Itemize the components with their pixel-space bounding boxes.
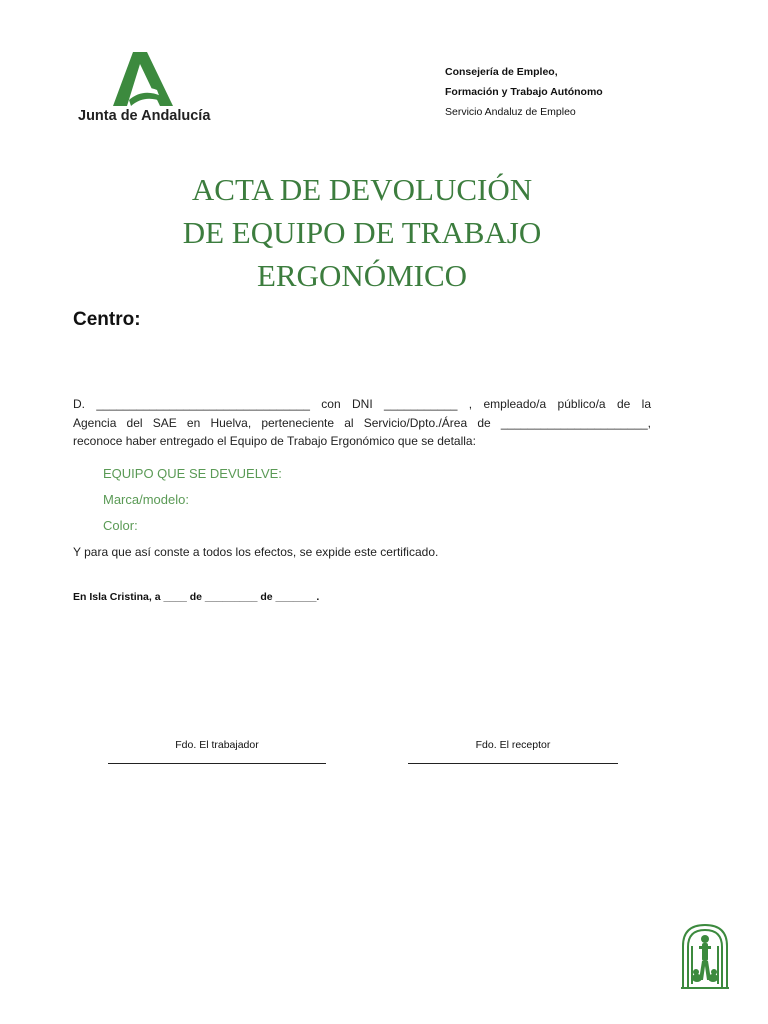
header-line-3: Servicio Andaluz de Empleo <box>445 106 576 118</box>
logo-text: Junta de Andalucía <box>78 108 211 124</box>
title-line-2: DE EQUIPO DE TRABAJO <box>182 215 542 250</box>
paragraph-line-2: Agencia del SAE en Huelva, perteneciente al Servicio/Dpto./Área de ______________________, <box>73 415 651 430</box>
paragraph-line-1: D. ________________________________ con DNI ___________ , empleado/a público/a de la <box>73 397 651 411</box>
department-header <box>445 62 603 122</box>
receiver-signature-label: Fdo. El receptor <box>475 739 551 751</box>
worker-signature-line <box>108 763 326 764</box>
receiver-signature-line <box>408 763 618 764</box>
document-title <box>100 168 624 297</box>
certificate-statement: Y para que así conste a todos los efectos, se expide este certificado. <box>73 545 439 559</box>
declaration-paragraph <box>73 395 651 451</box>
color-label: Color: <box>103 518 138 533</box>
receiver-signature <box>408 739 618 764</box>
junta-seal-icon <box>680 922 730 995</box>
centro-label: Centro: <box>73 309 141 330</box>
title-line-1: ACTA DE DEVOLUCIÓN <box>191 172 533 207</box>
place-date-line: En Isla Cristina, a ____ de _________ de _______. <box>73 591 320 603</box>
header-line-1: Consejería de Empleo, <box>445 66 558 78</box>
title-line-3: ERGONÓMICO <box>256 258 468 293</box>
paragraph-line-3: reconoce haber entregado el Equipo de Trabajo Ergonómico que se detalla: <box>73 434 476 448</box>
equipment-returned-label: EQUIPO QUE SE DEVUELVE: <box>103 466 282 481</box>
junta-a-icon <box>113 52 175 108</box>
header-line-2: Formación y Trabajo Autónomo <box>445 86 603 98</box>
brand-model-label: Marca/modelo: <box>103 492 189 507</box>
worker-signature-label: Fdo. El trabajador <box>175 739 259 751</box>
worker-signature <box>108 739 326 764</box>
junta-logo <box>66 50 216 130</box>
